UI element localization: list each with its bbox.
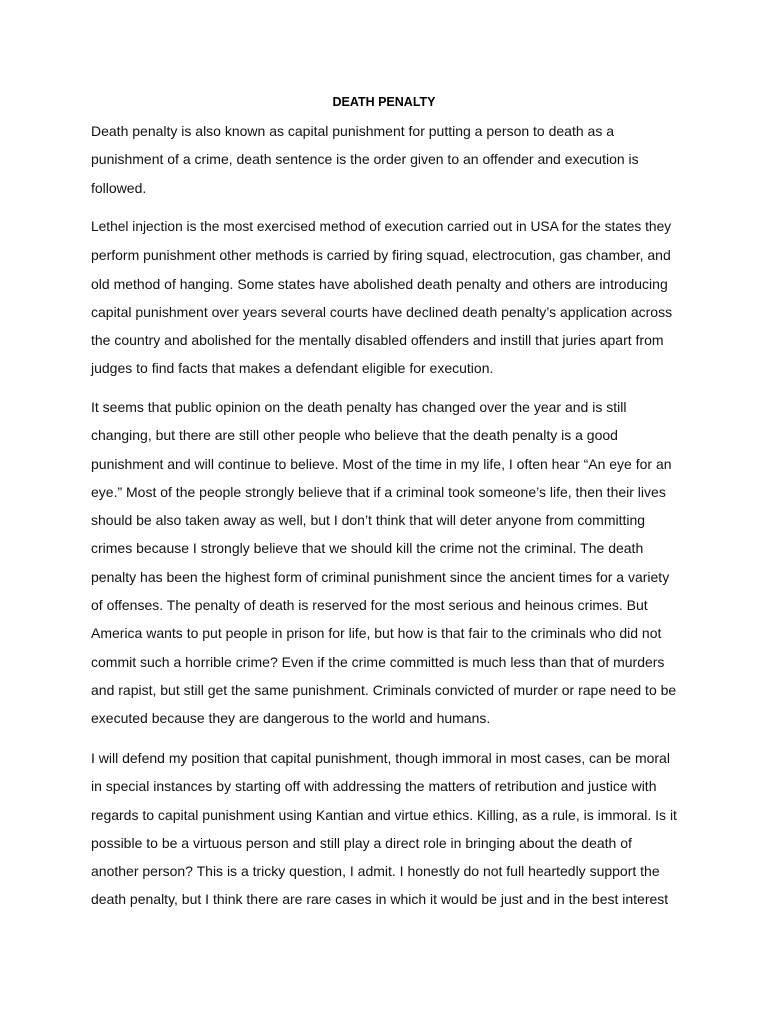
document-title: DEATH PENALTY: [332, 95, 436, 109]
text-line: Death penalty is also known as capital punishment for putting a person to death as a: [91, 123, 614, 139]
text-line: capital punishment over years several courts have declined death penalty’s application across: [91, 303, 673, 320]
text-line: followed.: [91, 179, 147, 196]
text-line: and rapist, but still get the same punishment. Criminals convicted of murder or rape need to be: [91, 681, 677, 698]
text-line: punishment of a crime, death sentence is the order given to an offender and execution is: [91, 151, 639, 168]
text-line: in special instances by starting off with addressing the matters of retribution and justice with: [91, 778, 657, 795]
text-line: punishment and will continue to believe. Most of the time in my life, I often hear “An eye for an: [91, 455, 672, 472]
text-line: executed because they are dangerous to the world and humans.: [91, 710, 491, 727]
text-line: judges to find facts that makes a defendant eligible for execution.: [91, 360, 494, 377]
paragraph-1: [91, 117, 639, 202]
text-line: commit such a horrible crime? Even if the crime committed is much less than that of murders: [91, 653, 665, 670]
paragraph-2: [91, 213, 672, 383]
paragraph-4: [91, 744, 677, 914]
text-line: It seems that public opinion on the death penalty has changed over the year and is still: [91, 399, 627, 415]
text-line: changing, but there are still other people who believe that the death penalty is a good: [91, 427, 618, 444]
text-line: I will defend my position that capital punishment, though immoral in most cases, can be moral: [91, 750, 670, 766]
text-line: perform punishment other methods is carried by firing squad, electrocution, gas chamber, and: [91, 247, 671, 264]
text-line: of offenses. The penalty of death is reserved for the most serious and heinous crimes. But: [91, 597, 648, 614]
text-line: the country and abolished for the mentally disabled offenders and instill that juries apart from: [91, 332, 664, 349]
text-line: Lethel injection is the most exercised method of execution carried out in USA for the states they: [91, 219, 672, 234]
text-line: penalty has been the highest form of criminal punishment since the ancient times for a variety: [91, 568, 670, 585]
text-line: another person? This is a tricky question, I admit. I honestly do not full heartedly support the: [91, 863, 660, 880]
text-line: death penalty, but I think there are rare cases in which it would be just and in the best interest: [91, 891, 669, 908]
text-line: regards to capital punishment using Kantian and virtue ethics. Killing, as a rule, is immoral. Is it: [91, 806, 677, 823]
text-line: possible to be a virtuous person and still play a direct role in bringing about the death of: [91, 834, 632, 851]
text-line: crimes because I strongly believe that we should kill the crime not the criminal. The death: [91, 540, 644, 557]
text-line: America wants to put people in prison for life, but how is that fair to the criminals who did not: [91, 625, 662, 642]
text-line: eye.” Most of the people strongly believe that if a criminal took someone’s life, then their lives: [91, 483, 666, 500]
text-line: should be also taken away as well, but I don’t think that will deter anyone from committing: [91, 512, 646, 529]
paragraph-3: [91, 393, 676, 733]
text-line: old method of hanging. Some states have abolished death penalty and others are introducing: [91, 275, 668, 292]
